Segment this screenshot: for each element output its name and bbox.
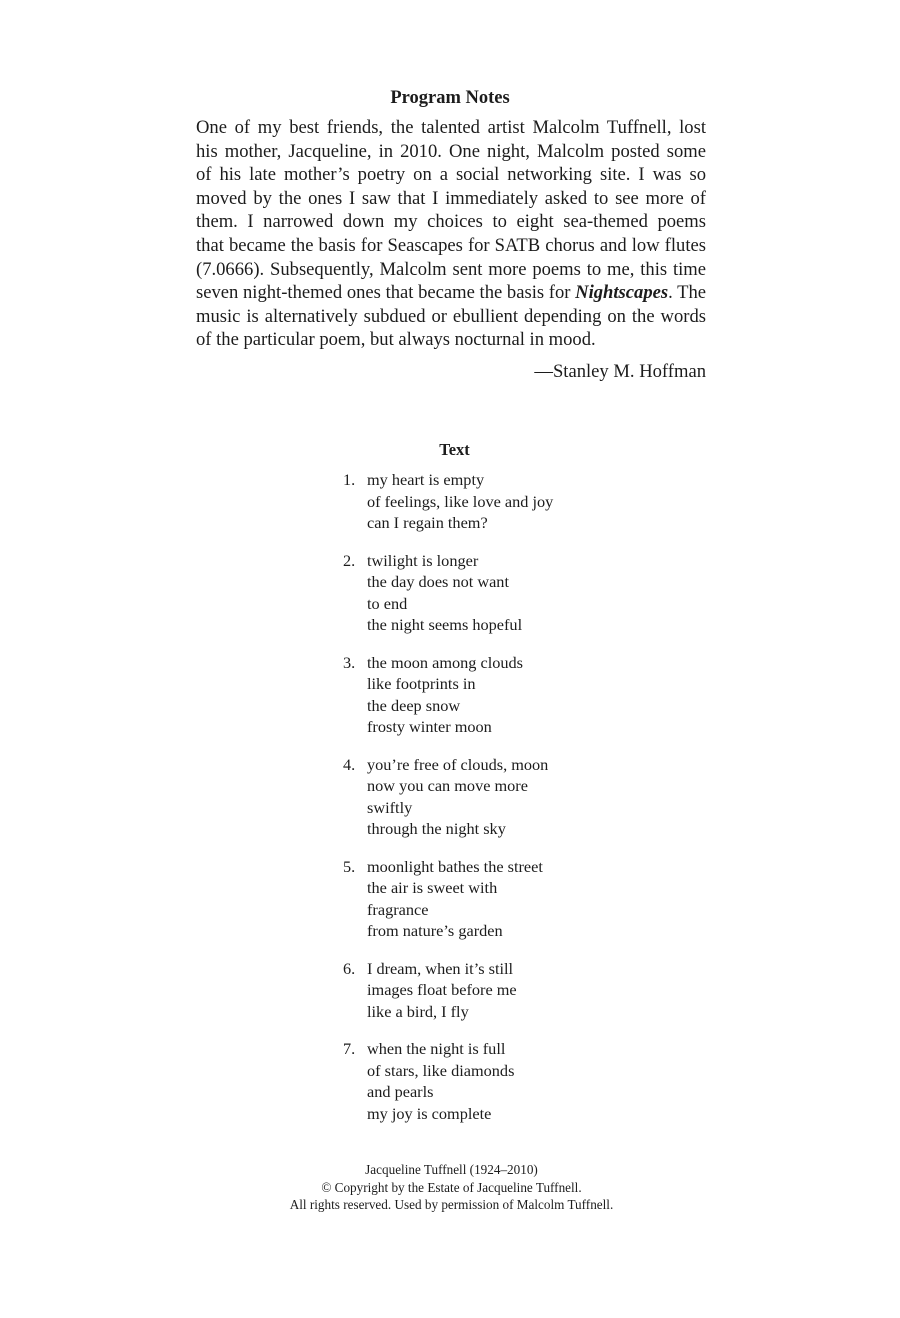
- notes-line: music is alternatively subdued or ebullient depending on the words: [196, 305, 706, 327]
- poem-number: 6.: [343, 958, 356, 978]
- footer-permission: All rights reserved. Used by permission of Malcolm Tuffnell.: [289, 1197, 614, 1212]
- poem-line: the deep snow: [367, 695, 461, 715]
- footer-author: Jacqueline Tuffnell (1924–2010): [365, 1162, 538, 1177]
- poem-number: 7.: [343, 1039, 356, 1058]
- text-section-title: Text: [439, 440, 470, 459]
- poem-line: to end: [367, 593, 408, 613]
- poem-line: the air is sweet with: [367, 878, 498, 897]
- notes-signature: —Stanley M. Hoffman: [534, 361, 706, 382]
- notes-line: that became the basis for Seascapes for SATB chorus and low flutes: [196, 234, 706, 256]
- poem-line: I dream, when it’s still: [367, 958, 514, 978]
- poem-line: like footprints in: [367, 674, 476, 693]
- poem-line: the moon among clouds: [367, 652, 524, 672]
- poem-number: 2.: [343, 550, 356, 570]
- notes-line: One of my best friends, the talented artist Malcolm Tuffnell, lost: [196, 117, 706, 138]
- poem-line: the day does not want: [367, 572, 509, 591]
- poem-line: my joy is complete: [367, 1103, 492, 1123]
- poem-5: [340, 856, 640, 942]
- footer-copyright: © Copyright by the Estate of Jacqueline Tuffnell.: [321, 1179, 582, 1195]
- poem-number: 5.: [343, 856, 356, 876]
- poem-6: [340, 958, 640, 1023]
- program-notes-body: [196, 116, 706, 352]
- poem-2: [340, 550, 640, 636]
- poem-7: [340, 1038, 640, 1124]
- poem-1: [340, 469, 640, 534]
- poem-line: fragrance: [367, 899, 429, 919]
- poem-4: [340, 754, 640, 840]
- poem-line: through the night sky: [367, 819, 506, 838]
- poem-line: can I regain them?: [367, 513, 488, 532]
- poem-line: of stars, like diamonds: [367, 1060, 515, 1080]
- notes-line: (7.0666). Subsequently, Malcolm sent more poems to me, this time: [196, 258, 706, 280]
- poem-line: the night seems hopeful: [367, 615, 523, 634]
- poem-line: now you can move more: [367, 776, 528, 795]
- poem-line: of feelings, like love and joy: [367, 491, 554, 511]
- notes-line: his mother, Jacqueline, in 2010. One night, Malcolm posted some: [196, 140, 706, 162]
- work-title-nightscapes: Nightscapes: [575, 282, 669, 304]
- copyright-footer: [0, 1161, 900, 1214]
- poem-line: moonlight bathes the street: [367, 856, 543, 876]
- poem-line: twilight is longer: [367, 550, 479, 570]
- poem-line: from nature’s garden: [367, 921, 503, 940]
- notes-line: them. I narrowed down my choices to eight sea-themed poems: [196, 211, 706, 233]
- poem-number: 3.: [343, 652, 356, 672]
- poem-list: [340, 469, 640, 1140]
- poem-line: frosty winter moon: [367, 717, 492, 736]
- notes-line: of the particular poem, but always nocturnal in mood.: [196, 329, 596, 351]
- notes-line-text: . The: [668, 282, 706, 304]
- program-notes-title: Program Notes: [390, 88, 510, 108]
- poem-line: my heart is empty: [367, 470, 485, 489]
- poem-line: when the night is full: [367, 1039, 506, 1058]
- notes-line-text: seven night-themed ones that became the basis for: [196, 282, 576, 304]
- poem-number: 4.: [343, 754, 356, 774]
- poem-line: swiftly: [367, 797, 413, 817]
- notes-line: moved by the ones I saw that I immediately asked to see more of: [196, 187, 706, 209]
- poem-line: images float before me: [367, 980, 517, 999]
- poem-line: like a bird, I fly: [367, 1001, 469, 1021]
- poem-line: and pearls: [367, 1082, 434, 1101]
- notes-line: [196, 281, 706, 305]
- poem-3: [340, 652, 640, 738]
- poem-number: 1.: [343, 470, 356, 489]
- poem-line: you’re free of clouds, moon: [367, 754, 549, 774]
- notes-line: of his late mother’s poetry on a social networking site. I was so: [196, 164, 706, 186]
